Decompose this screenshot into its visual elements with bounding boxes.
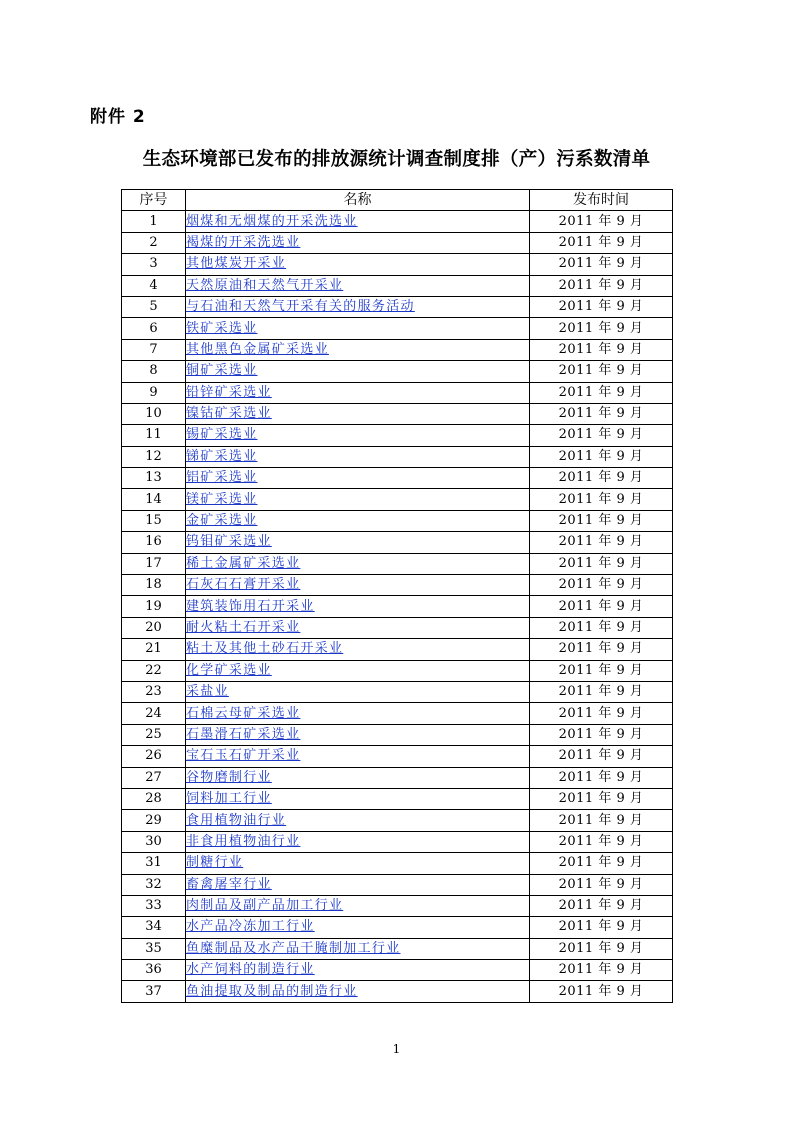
row-publish-date: 2011 年 9 月	[530, 960, 673, 981]
row-name-link[interactable]: 宝石玉石矿开采业	[186, 748, 301, 764]
table-row	[122, 853, 673, 874]
row-publish-date: 2011 年 9 月	[530, 425, 673, 446]
table-row	[122, 575, 673, 596]
row-name-link[interactable]: 化学矿采选业	[186, 662, 272, 678]
row-publish-date: 2011 年 9 月	[530, 211, 673, 232]
table-row	[122, 211, 673, 232]
table-row	[122, 510, 673, 531]
row-publish-date: 2011 年 9 月	[530, 639, 673, 660]
row-serial-number: 5	[122, 296, 186, 317]
table-row	[122, 339, 673, 360]
row-publish-date: 2011 年 9 月	[530, 254, 673, 275]
row-name-cell	[186, 960, 530, 981]
row-serial-number: 13	[122, 468, 186, 489]
row-serial-number: 6	[122, 318, 186, 339]
row-name-link[interactable]: 铜矿采选业	[186, 363, 258, 379]
table-row	[122, 810, 673, 831]
row-publish-date: 2011 年 9 月	[530, 468, 673, 489]
row-name-cell	[186, 339, 530, 360]
table-row	[122, 703, 673, 724]
row-serial-number: 4	[122, 275, 186, 296]
table-body	[122, 211, 673, 1002]
table-header-row	[122, 190, 673, 211]
row-publish-date: 2011 年 9 月	[530, 596, 673, 617]
row-publish-date: 2011 年 9 月	[530, 895, 673, 916]
table-row	[122, 254, 673, 275]
row-serial-number: 14	[122, 489, 186, 510]
row-publish-date: 2011 年 9 月	[530, 874, 673, 895]
row-serial-number: 32	[122, 874, 186, 895]
row-name-cell	[186, 703, 530, 724]
row-name-link[interactable]: 水产品冷冻加工行业	[186, 919, 315, 935]
row-serial-number: 10	[122, 403, 186, 424]
row-name-cell	[186, 810, 530, 831]
row-name-cell	[186, 575, 530, 596]
row-publish-date: 2011 年 9 月	[530, 831, 673, 852]
row-name-cell	[186, 296, 530, 317]
coefficient-list-table	[121, 189, 673, 1003]
document-title: 生态环境部已发布的排放源统计调查制度排（产）污系数清单	[142, 149, 651, 170]
attachment-label: 附件 2	[90, 107, 146, 127]
row-publish-date: 2011 年 9 月	[530, 788, 673, 809]
row-serial-number: 34	[122, 917, 186, 938]
table-row	[122, 960, 673, 981]
table-row	[122, 724, 673, 745]
row-publish-date: 2011 年 9 月	[530, 746, 673, 767]
row-name-link[interactable]: 镁矿采选业	[186, 491, 258, 507]
row-publish-date: 2011 年 9 月	[530, 938, 673, 959]
row-publish-date: 2011 年 9 月	[530, 767, 673, 788]
row-name-cell	[186, 468, 530, 489]
row-name-link[interactable]: 建筑装饰用石开采业	[186, 598, 315, 614]
row-publish-date: 2011 年 9 月	[530, 296, 673, 317]
table-row	[122, 403, 673, 424]
row-name-cell	[186, 981, 530, 1002]
row-serial-number: 20	[122, 617, 186, 638]
row-name-cell	[186, 681, 530, 702]
row-serial-number: 27	[122, 767, 186, 788]
row-name-cell	[186, 660, 530, 681]
row-name-cell	[186, 831, 530, 852]
row-name-link[interactable]: 饲料加工行业	[186, 791, 272, 807]
row-publish-date: 2011 年 9 月	[530, 446, 673, 467]
row-name-link[interactable]: 铁矿采选业	[186, 320, 258, 336]
row-name-link[interactable]: 粘土及其他土砂石开采业	[186, 641, 344, 657]
row-name-link[interactable]: 铝矿采选业	[186, 470, 258, 486]
row-serial-number: 12	[122, 446, 186, 467]
row-name-link[interactable]: 与石油和天然气开采有关的服务活动	[186, 299, 415, 315]
table-row	[122, 553, 673, 574]
row-publish-date: 2011 年 9 月	[530, 724, 673, 745]
row-name-cell	[186, 232, 530, 253]
row-serial-number: 29	[122, 810, 186, 831]
row-publish-date: 2011 年 9 月	[530, 510, 673, 531]
row-name-link[interactable]: 畜禽屠宰行业	[186, 876, 272, 892]
row-publish-date: 2011 年 9 月	[530, 361, 673, 382]
table-row	[122, 938, 673, 959]
table-row	[122, 617, 673, 638]
row-name-link[interactable]: 金矿采选业	[186, 513, 258, 529]
row-name-cell	[186, 874, 530, 895]
row-publish-date: 2011 年 9 月	[530, 489, 673, 510]
page-number: 1	[392, 1042, 401, 1056]
row-publish-date: 2011 年 9 月	[530, 532, 673, 553]
row-serial-number: 1	[122, 211, 186, 232]
row-name-cell	[186, 361, 530, 382]
row-serial-number: 2	[122, 232, 186, 253]
row-publish-date: 2011 年 9 月	[530, 318, 673, 339]
table-row	[122, 446, 673, 467]
row-name-link[interactable]: 鱼油提取及制品的制造行业	[186, 983, 358, 999]
row-name-link[interactable]: 锑矿采选业	[186, 448, 258, 464]
row-serial-number: 36	[122, 960, 186, 981]
row-name-link[interactable]: 其他煤炭开采业	[186, 256, 287, 272]
row-name-link[interactable]: 石棉云母矿采选业	[186, 705, 301, 721]
row-publish-date: 2011 年 9 月	[530, 810, 673, 831]
row-name-cell	[186, 275, 530, 296]
row-name-cell	[186, 596, 530, 617]
row-serial-number: 31	[122, 853, 186, 874]
row-name-link[interactable]: 钨钼矿采选业	[186, 534, 272, 550]
row-name-link[interactable]: 制糖行业	[186, 855, 244, 871]
row-name-link[interactable]: 稀土金属矿采选业	[186, 555, 301, 571]
row-serial-number: 21	[122, 639, 186, 660]
row-name-link[interactable]: 石灰石石膏开采业	[186, 577, 301, 593]
table-row	[122, 874, 673, 895]
table-row	[122, 831, 673, 852]
row-publish-date: 2011 年 9 月	[530, 703, 673, 724]
row-name-link[interactable]: 烟煤和无烟煤的开采洗选业	[186, 213, 358, 229]
row-name-link[interactable]: 非食用植物油行业	[186, 833, 301, 849]
table-row	[122, 318, 673, 339]
header-publish-date: 发布时间	[530, 190, 673, 211]
row-publish-date: 2011 年 9 月	[530, 339, 673, 360]
table-row	[122, 489, 673, 510]
row-serial-number: 11	[122, 425, 186, 446]
table-row	[122, 660, 673, 681]
row-publish-date: 2011 年 9 月	[530, 660, 673, 681]
row-name-link[interactable]: 天然原油和天然气开采业	[186, 277, 344, 293]
table-row	[122, 767, 673, 788]
row-serial-number: 22	[122, 660, 186, 681]
table-header	[122, 190, 673, 211]
row-name-link[interactable]: 肉制品及副产品加工行业	[186, 898, 344, 914]
row-serial-number: 19	[122, 596, 186, 617]
row-name-link[interactable]: 水产饲料的制造行业	[186, 962, 315, 978]
row-serial-number: 23	[122, 681, 186, 702]
row-name-cell	[186, 425, 530, 446]
row-name-link[interactable]: 褐煤的开采洗选业	[186, 234, 301, 250]
row-name-cell	[186, 746, 530, 767]
row-name-cell	[186, 446, 530, 467]
row-name-link[interactable]: 其他黑色金属矿采选业	[186, 341, 330, 357]
row-name-cell	[186, 938, 530, 959]
row-name-link[interactable]: 鱼糜制品及水产品干腌制加工行业	[186, 940, 401, 956]
table-row	[122, 425, 673, 446]
row-serial-number: 37	[122, 981, 186, 1002]
row-serial-number: 30	[122, 831, 186, 852]
row-name-cell	[186, 724, 530, 745]
row-publish-date: 2011 年 9 月	[530, 553, 673, 574]
table-row	[122, 382, 673, 403]
row-serial-number: 16	[122, 532, 186, 553]
header-serial-number: 序号	[122, 190, 186, 211]
row-serial-number: 25	[122, 724, 186, 745]
row-serial-number: 3	[122, 254, 186, 275]
row-publish-date: 2011 年 9 月	[530, 275, 673, 296]
row-serial-number: 26	[122, 746, 186, 767]
row-name-link[interactable]: 石墨滑石矿采选业	[186, 726, 301, 742]
row-serial-number: 18	[122, 575, 186, 596]
row-serial-number: 9	[122, 382, 186, 403]
row-name-link[interactable]: 采盐业	[186, 684, 229, 700]
row-name-cell	[186, 767, 530, 788]
row-publish-date: 2011 年 9 月	[530, 575, 673, 596]
row-name-link[interactable]: 镍钴矿采选业	[186, 406, 272, 422]
row-name-cell	[186, 211, 530, 232]
row-name-link[interactable]: 锡矿采选业	[186, 427, 258, 443]
table-row	[122, 639, 673, 660]
table-row	[122, 596, 673, 617]
row-name-link[interactable]: 耐火粘土石开采业	[186, 620, 301, 635]
row-name-cell	[186, 917, 530, 938]
row-serial-number: 17	[122, 553, 186, 574]
row-name-cell	[186, 853, 530, 874]
table-row	[122, 981, 673, 1002]
table-row	[122, 296, 673, 317]
row-name-cell	[186, 318, 530, 339]
row-publish-date: 2011 年 9 月	[530, 232, 673, 253]
row-name-cell	[186, 510, 530, 531]
table-row	[122, 746, 673, 767]
table-row	[122, 361, 673, 382]
row-serial-number: 8	[122, 361, 186, 382]
table-row	[122, 917, 673, 938]
row-name-cell	[186, 403, 530, 424]
row-publish-date: 2011 年 9 月	[530, 617, 673, 638]
row-serial-number: 35	[122, 938, 186, 959]
row-name-cell	[186, 382, 530, 403]
row-name-link[interactable]: 铅锌矿采选业	[186, 384, 272, 400]
header-name: 名称	[186, 190, 530, 211]
row-serial-number: 15	[122, 510, 186, 531]
row-name-cell	[186, 895, 530, 916]
row-name-cell	[186, 788, 530, 809]
row-name-cell	[186, 254, 530, 275]
table-row	[122, 681, 673, 702]
row-publish-date: 2011 年 9 月	[530, 382, 673, 403]
row-name-link[interactable]: 食用植物油行业	[186, 812, 287, 828]
row-serial-number: 33	[122, 895, 186, 916]
row-name-cell	[186, 489, 530, 510]
table-row	[122, 788, 673, 809]
table-row	[122, 232, 673, 253]
row-name-cell	[186, 617, 530, 638]
row-publish-date: 2011 年 9 月	[530, 917, 673, 938]
table-row	[122, 275, 673, 296]
row-serial-number: 24	[122, 703, 186, 724]
row-publish-date: 2011 年 9 月	[530, 681, 673, 702]
row-publish-date: 2011 年 9 月	[530, 403, 673, 424]
row-publish-date: 2011 年 9 月	[530, 981, 673, 1002]
row-name-cell	[186, 553, 530, 574]
table-row	[122, 532, 673, 553]
row-name-cell	[186, 639, 530, 660]
row-serial-number: 7	[122, 339, 186, 360]
row-publish-date: 2011 年 9 月	[530, 853, 673, 874]
table-row	[122, 895, 673, 916]
row-name-link[interactable]: 谷物磨制行业	[186, 769, 272, 785]
table-row	[122, 468, 673, 489]
row-name-cell	[186, 532, 530, 553]
row-serial-number: 28	[122, 788, 186, 809]
